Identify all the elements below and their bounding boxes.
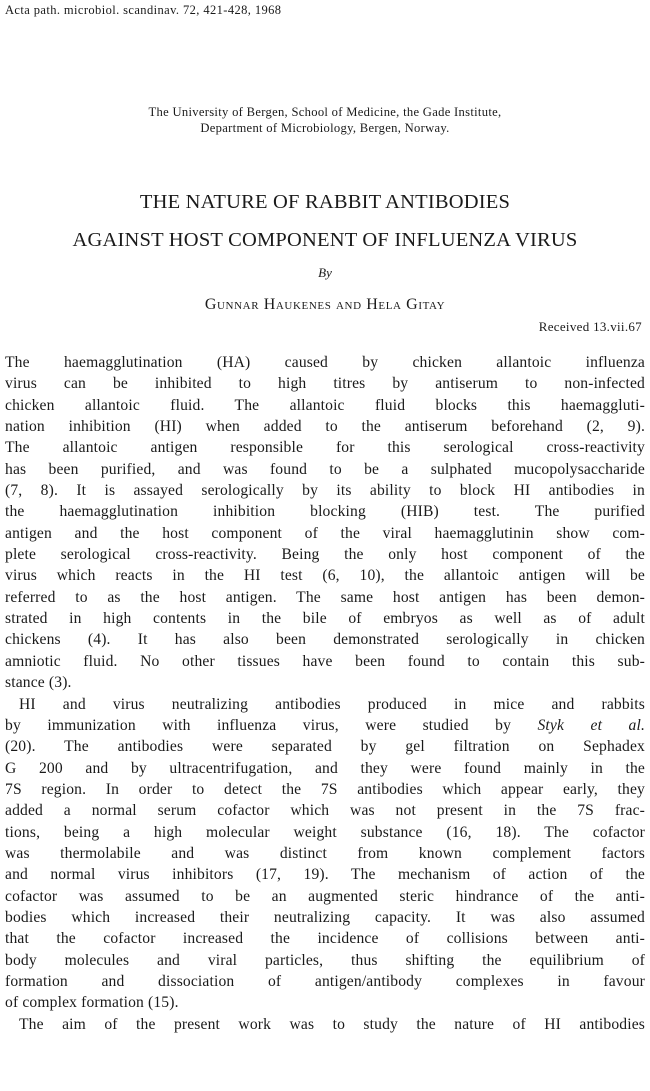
body-line: G 200 and by ultracentrifugation, and they were found mainly in the — [5, 759, 645, 777]
body-line: amniotic fluid. No other tissues have been found to contain this sub- — [5, 652, 645, 670]
body-line: of complex formation (15). — [5, 994, 179, 1012]
body-line: virus which reacts in the HI test (6, 10), the allantoic antigen will be — [5, 567, 645, 585]
received-date: Received 13.vii.67 — [538, 319, 642, 334]
body-line: The allantoic antigen responsible for this serological cross-reactivity — [5, 439, 645, 457]
body-line: that the cofactor increased the incidence of collisions between anti- — [5, 930, 645, 948]
body-line: cofactor was assumed to be an augmented steric hindrance of the anti- — [5, 887, 645, 905]
authors: Gunnar Haukenes and Hela Gitay — [204, 296, 446, 313]
body-line: stance (3). — [5, 674, 72, 692]
body-line: nation inhibition (HI) when added to the antiserum beforehand (2, 9). — [5, 418, 645, 436]
body-line: body molecules and viral particles, thus shifting the equilibrium of — [5, 951, 645, 969]
body-line: and normal virus inhibitors (17, 19). The mechanism of action of the — [5, 866, 645, 884]
affiliation — [0, 104, 650, 136]
body-line: The aim of the present work was to study the nature of HI antibodies — [19, 1015, 645, 1033]
body-line: added a normal serum cofactor which was not present in the 7S frac- — [5, 802, 645, 820]
body-line: tions, being a high molecular weight substance (16, 18). The cofactor — [5, 823, 645, 841]
body-line: bodies which increased their neutralizing capacity. It was also assumed — [5, 908, 645, 926]
journal-citation: Acta path. microbiol. scandinav. 72, 421-428, 1968 — [5, 3, 282, 17]
body-line: the haemagglutination inhibition blocking (HIB) test. The purified — [5, 503, 645, 521]
body-line: antigen and the host component of the viral haemagglutinin show com- — [5, 524, 645, 542]
body-line: 7S region. In order to detect the 7S antibodies which appear early, they — [5, 780, 645, 798]
body-line: has been purified, and was found to be a sulphated mucopolysaccharide — [5, 460, 645, 478]
body-line: plete serological cross-reactivity. Being the only host component of the — [5, 546, 645, 564]
title-line: THE NATURE OF RABBIT ANTIBODIES — [139, 191, 511, 213]
body-text — [5, 352, 645, 1035]
body-line: referred to as the host antigen. The same host antigen has been demon- — [5, 588, 645, 606]
affiliation-line: The University of Bergen, School of Medicine, the Gade Institute, — [148, 105, 502, 119]
title-line: AGAINST HOST COMPONENT OF INFLUENZA VIRUS — [72, 229, 578, 251]
body-line: chicken allantoic fluid. The allantoic fluid blocks this haemaggluti- — [5, 396, 645, 414]
affiliation-line: Department of Microbiology, Bergen, Norway. — [200, 121, 450, 135]
body-line: was thermolabile and was distinct from known complement factors — [5, 844, 645, 862]
body-line: by immunization with influenza virus, were studied by Styk et al. — [5, 716, 645, 734]
cited-author: Styk et al. — [537, 716, 645, 734]
body-line: strated in high contents in the bile of embryos as well as of adult — [5, 610, 645, 628]
body-line: chickens (4). It has also been demonstrated serologically in chicken — [5, 631, 645, 649]
paper-title — [0, 183, 650, 259]
body-line: (20). The antibodies were separated by gel filtration on Sephadex — [5, 738, 645, 756]
byline: By — [318, 265, 332, 280]
body-line: The haemagglutination (HA) caused by chicken allantoic influenza — [5, 354, 645, 371]
body-line: (7, 8). It is assayed serologically by its ability to block HI antibodies in — [5, 482, 645, 500]
body-line: formation and dissociation of antigen/antibody complexes in favour — [5, 972, 645, 990]
body-line: HI and virus neutralizing antibodies produced in mice and rabbits — [19, 695, 645, 713]
body-line: virus can be inhibited to high titres by antiserum to non-infected — [5, 375, 645, 393]
